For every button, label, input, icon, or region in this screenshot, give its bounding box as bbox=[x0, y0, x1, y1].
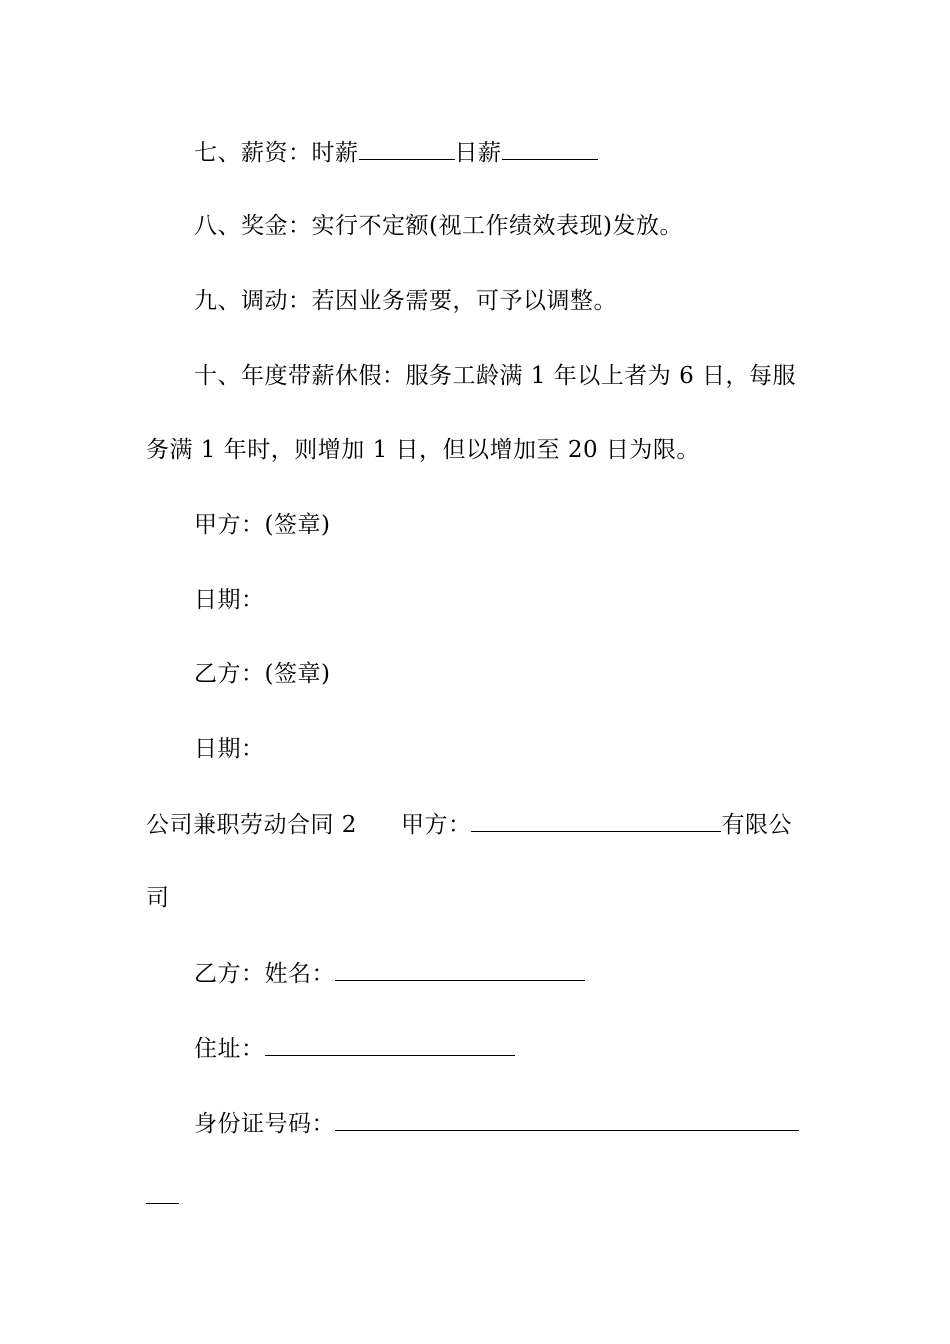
salary-daily-label: 日薪 bbox=[454, 140, 502, 166]
salary-hourly-label: 七、薪资：时薪 bbox=[194, 140, 359, 166]
contract2-heading-line bbox=[146, 809, 792, 840]
address-label: 住址： bbox=[194, 1036, 265, 1062]
party-a-date: 日期： bbox=[194, 587, 265, 613]
clause-bonus: 八、奖金：实行不定额(视工作绩效表现)发放。 bbox=[194, 213, 683, 239]
party-b-name-line bbox=[194, 958, 585, 989]
clause-leave-line1: 十、年度带薪休假：服务工龄满 1 年以上者为 6 日，每服 bbox=[194, 363, 797, 389]
name-blank[interactable] bbox=[335, 958, 585, 981]
contract2-title: 公司兼职劳动合同 2 bbox=[146, 812, 357, 838]
clause-leave-line2: 务满 1 年时，则增加 1 日，但以增加至 20 日为限。 bbox=[146, 437, 700, 463]
hourly-wage-blank[interactable] bbox=[359, 137, 455, 160]
party-a-signature: 甲方：(签章) bbox=[194, 512, 331, 538]
clause-salary bbox=[194, 137, 598, 168]
party-b-signature: 乙方：(签章) bbox=[194, 661, 331, 687]
company-name-blank[interactable] bbox=[471, 809, 721, 832]
address-blank[interactable] bbox=[265, 1033, 515, 1056]
party-b-name-label: 乙方：姓名： bbox=[194, 961, 335, 987]
contract2-party-a-label: 甲方： bbox=[400, 812, 472, 838]
company-suffix-wrap: 司 bbox=[146, 885, 170, 911]
clause-transfer: 九、调动：若因业务需要，可予以调整。 bbox=[194, 288, 617, 314]
id-number-blank-continuation[interactable] bbox=[146, 1203, 179, 1204]
daily-wage-blank[interactable] bbox=[502, 137, 598, 160]
id-number-label: 身份证号码： bbox=[194, 1111, 335, 1137]
company-suffix: 有限公 bbox=[721, 812, 792, 838]
id-number-blank[interactable] bbox=[335, 1108, 799, 1131]
id-number-line bbox=[194, 1108, 799, 1139]
party-b-date: 日期： bbox=[194, 736, 265, 762]
address-line bbox=[194, 1033, 515, 1064]
